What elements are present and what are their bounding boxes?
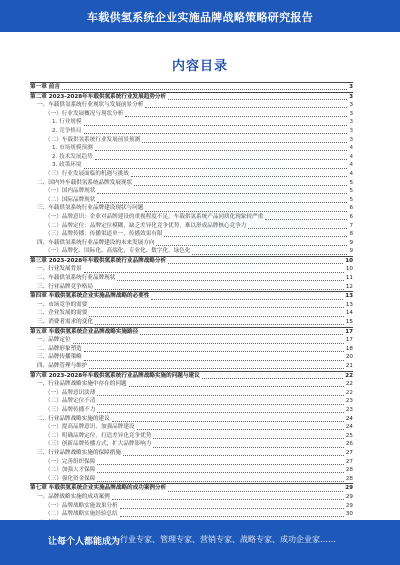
toc-entry[interactable] xyxy=(30,380,353,389)
toc-entry-title: （三）创新品牌传播方式，扩大品牌影响力 xyxy=(45,441,152,448)
toc-entry[interactable] xyxy=(30,92,353,102)
toc-entry[interactable] xyxy=(30,458,353,467)
toc-entry-title: 四、车载供氢系统行业品牌建设的未来发展方向 xyxy=(37,239,155,246)
toc-entry-page: 24 xyxy=(345,415,353,422)
toc-entry-title: 2. 技术发展趋势 xyxy=(52,153,93,160)
toc-leader-dots xyxy=(84,267,344,273)
toc-entry-page: 27 xyxy=(345,458,353,465)
toc-entry-title: （一）品牌战略实施效果分析 xyxy=(45,502,118,509)
toc-leader-dots xyxy=(145,102,347,108)
toc-entry-page: 17 xyxy=(345,337,353,344)
toc-entry-page: 10 xyxy=(345,257,353,264)
toc-entry[interactable] xyxy=(30,510,353,519)
toc-entry-title: 第四章 车载供氢系统企业实施品牌战略的必要性 xyxy=(30,293,150,300)
toc-leader-dots xyxy=(97,467,344,473)
toc-entry[interactable] xyxy=(30,345,353,354)
toc-entry-page: 12 xyxy=(345,283,353,290)
toc-entry-title: （三）品牌传播：传播渠道单一，传播效果有限 xyxy=(45,231,163,238)
toc-entry-title: 一、品牌战略实施的成功案例 xyxy=(37,493,110,500)
toc-leader-dots xyxy=(125,111,347,117)
toc-entry[interactable] xyxy=(30,256,353,266)
toc-leader-dots xyxy=(97,399,344,405)
toc-entry-page: 4 xyxy=(349,153,353,160)
toc-entry-page: 23 xyxy=(345,398,353,405)
toc-entry-title: 1. 市场规模预测 xyxy=(52,145,93,152)
toc-entry-page: 14 xyxy=(345,310,353,317)
toc-entry-title: （二）品牌定位不清 xyxy=(45,398,96,405)
toc-entry-page: 22 xyxy=(345,389,353,396)
toc-entry-page: 3 xyxy=(349,84,353,90)
toc-entry-page: 3 xyxy=(349,119,353,126)
toc-entry[interactable] xyxy=(30,187,353,196)
toc-entry-title: 四、品牌管理与维护 xyxy=(37,363,88,369)
toc-entry-page: 17 xyxy=(345,328,353,335)
toc-entry[interactable] xyxy=(30,247,353,256)
toc-leader-dots xyxy=(95,154,348,160)
toc-entry-page: 10 xyxy=(345,266,353,273)
toc-leader-dots xyxy=(168,486,343,492)
toc-entry-page: 4 xyxy=(349,145,353,152)
toc-leader-dots xyxy=(153,433,344,439)
toc-leader-dots xyxy=(112,416,344,422)
toc-leader-dots xyxy=(202,373,344,379)
toc-leader-dots xyxy=(140,329,343,335)
toc-entry-page: 9 xyxy=(349,239,353,246)
toc-leader-dots xyxy=(62,84,347,90)
toc-entry[interactable] xyxy=(30,432,353,441)
header-bar xyxy=(0,0,400,32)
toc-entry[interactable] xyxy=(30,283,353,292)
toc-entry-title: （二）品牌战略实施经验总结 xyxy=(45,511,118,518)
toc-leader-dots xyxy=(134,180,347,186)
toc-leader-dots xyxy=(97,476,344,482)
toc-entry[interactable] xyxy=(30,406,353,415)
toc-leader-dots xyxy=(142,137,347,143)
toc-leader-dots xyxy=(120,511,344,517)
toc-leader-dots xyxy=(153,442,344,448)
table-of-contents xyxy=(30,82,353,527)
toc-entry[interactable] xyxy=(30,204,353,213)
toc-entry-title: 三、消费者需求的变化 xyxy=(37,319,93,326)
toc-entry-page: 5 xyxy=(349,196,353,203)
toc-entry-page: 30 xyxy=(345,511,353,518)
toc-entry-page: 24 xyxy=(345,424,353,431)
toc-entry[interactable] xyxy=(30,161,353,170)
toc-entry-page: 26 xyxy=(345,441,353,448)
toc-entry-page: 9 xyxy=(349,248,353,255)
toc-entry-page: 5 xyxy=(349,179,353,186)
toc-entry-title: 一、车载供氢系统行业现状与发展前景分析 xyxy=(37,102,144,109)
footer-tagline: 行业专家、管理专家、营销专家、战略专家、成功企业家…… xyxy=(120,535,336,544)
toc-entry-title: （二）明确品牌定位，打造差异化竞争优势 xyxy=(45,432,152,439)
toc-leader-dots xyxy=(112,494,344,500)
toc-entry-page: 15 xyxy=(345,319,353,326)
toc-entry-title: 一、市场竞争的需要 xyxy=(37,301,88,308)
toc-leader-dots xyxy=(156,240,347,246)
toc-entry-title: （一）完善组织保障 xyxy=(45,458,96,465)
toc-leader-dots xyxy=(84,128,348,134)
toc-entry-page: 29 xyxy=(345,485,353,492)
toc-entry-title: 二、品牌形象塑造 xyxy=(37,345,82,352)
toc-entry-title: 三、品牌传播策略 xyxy=(37,354,82,361)
toc-entry-title: 3. 政策环境 xyxy=(52,162,82,169)
toc-leader-dots xyxy=(168,94,347,100)
toc-entry-page: 3 xyxy=(349,110,353,117)
toc-entry[interactable] xyxy=(30,483,353,493)
toc-entry[interactable] xyxy=(30,291,353,301)
toc-leader-dots xyxy=(117,275,344,281)
toc-entry[interactable] xyxy=(30,466,353,475)
toc-leader-dots xyxy=(97,188,347,194)
toc-entry[interactable] xyxy=(30,230,353,239)
toc-entry-title: 二、行业品牌战略实施的建议 xyxy=(37,415,110,422)
toc-entry-title: （二）品牌定位：品牌定位模糊，缺乏差异化竞争优势，难以形成品牌核心竞争力 xyxy=(45,222,247,229)
toc-entry-title: （二）车载供氢系统行业发展前景预测 xyxy=(45,136,141,143)
toc-leader-dots xyxy=(164,231,347,237)
toc-leader-dots xyxy=(151,294,343,300)
toc-entry-page: 3 xyxy=(349,102,353,109)
toc-entry[interactable] xyxy=(30,213,353,222)
toc-entry-title: 二、车载供氢系统行业品牌现状 xyxy=(37,275,116,282)
toc-leader-dots xyxy=(129,381,344,387)
toc-entry[interactable] xyxy=(30,440,353,449)
toc-entry[interactable] xyxy=(30,336,353,345)
toc-entry-title: （一）国内品牌现状 xyxy=(45,188,96,195)
toc-leader-dots xyxy=(84,120,348,126)
toc-entry-page: 8 xyxy=(349,231,353,238)
toc-entry-page: 29 xyxy=(345,502,353,509)
toc-entry[interactable] xyxy=(30,127,353,136)
toc-leader-dots xyxy=(95,284,344,290)
toc-entry[interactable] xyxy=(30,389,353,398)
toc-entry-title: 第三章 2023-2028年车载供氢系统行业品牌战略分析 xyxy=(30,257,167,264)
toc-entry-page: 13 xyxy=(345,293,353,300)
toc-leader-dots xyxy=(145,206,347,212)
toc-entry-title: （二）加强人才保障 xyxy=(45,467,96,474)
toc-entry-page: 3 xyxy=(349,93,353,100)
toc-entry-page: 29 xyxy=(345,493,353,500)
toc-entry[interactable] xyxy=(30,118,353,127)
toc-entry-title: 二、国内外车载供氢系统品牌发展现状 xyxy=(37,179,133,186)
toc-entry[interactable] xyxy=(30,196,353,205)
toc-entry-title: 第六章 2023-2028年车载供氢系统行业品牌战略实施的问题与建议 xyxy=(30,372,200,379)
toc-leader-dots xyxy=(248,223,347,229)
toc-leader-dots xyxy=(168,258,343,264)
toc-entry-title: 第二章 2023-2028年车载供氢系统行业发展趋势分析 xyxy=(30,93,167,100)
toc-entry[interactable] xyxy=(30,110,353,119)
toc-leader-dots xyxy=(97,197,347,203)
toc-leader-dots xyxy=(137,424,344,430)
toc-leader-dots xyxy=(120,503,344,509)
toc-leader-dots xyxy=(192,249,347,255)
toc-entry[interactable] xyxy=(30,502,353,511)
toc-entry-title: （一）行业发展概况与现状分析 xyxy=(45,110,124,117)
toc-entry[interactable] xyxy=(30,222,353,231)
toc-entry[interactable] xyxy=(30,397,353,406)
toc-entry-title: （一）品牌化、国际化、高端化、专业化、数字化、绿色化 xyxy=(45,248,191,255)
toc-leader-dots xyxy=(73,338,344,344)
toc-entry[interactable] xyxy=(30,475,353,484)
toc-entry[interactable] xyxy=(30,493,353,502)
toc-entry-page: 3 xyxy=(349,127,353,134)
toc-entry-title: 一、行业品牌战略实施中存在的问题 xyxy=(37,381,127,388)
toc-entry-page: 11 xyxy=(345,275,353,282)
toc-entry-page: 6 xyxy=(349,213,353,220)
toc-leader-dots xyxy=(123,450,344,456)
toc-entry-page: 7 xyxy=(349,222,353,229)
toc-entry[interactable] xyxy=(30,274,353,283)
toc-entry[interactable] xyxy=(30,318,353,327)
toc-entry-page: 23 xyxy=(345,406,353,413)
toc-entry-page: 18 xyxy=(345,345,353,352)
toc-entry-title: 2. 竞争格局 xyxy=(52,127,82,134)
toc-leader-dots xyxy=(84,163,348,169)
toc-leader-dots xyxy=(97,390,344,396)
toc-leader-dots xyxy=(84,346,344,352)
footer-bar xyxy=(0,520,400,565)
toc-entry-title: （一）品牌意识：企业对品牌建设的重视程度不足，车载供氢系统产品同质化现象较严重 xyxy=(45,213,264,220)
toc-entry-title: 第七章 车载供氢系统企业实施品牌战略的成功案例分析 xyxy=(30,485,167,492)
toc-entry-title: 三、行业品牌竞争格局 xyxy=(37,283,93,290)
toc-leader-dots xyxy=(95,145,348,151)
toc-entry[interactable] xyxy=(30,82,353,92)
toc-entry-title: （一）品牌意识淡薄 xyxy=(45,389,96,396)
toc-entry-page: 25 xyxy=(345,432,353,439)
toc-entry-page: 21 xyxy=(345,363,353,369)
toc-entry-page: 6 xyxy=(349,205,353,212)
toc-entry-title: 三、车载供氢系统行业品牌建设现状与问题 xyxy=(37,205,144,212)
toc-leader-dots xyxy=(131,171,348,177)
toc-entry-title: 1. 行业规模 xyxy=(52,119,82,126)
report-title: 车载供氢系统企业实施品牌战略策略研究报告 xyxy=(87,11,313,24)
toc-entry-page: 3 xyxy=(349,136,353,143)
toc-entry[interactable] xyxy=(30,136,353,145)
toc-leader-dots xyxy=(89,363,344,369)
toc-entry-title: （三）行业发展面临的机遇与挑战 xyxy=(45,170,129,177)
toc-leader-dots xyxy=(97,459,344,465)
toc-entry-title: （三）强化资金保障 xyxy=(45,475,96,482)
toc-leader-dots xyxy=(97,407,344,413)
toc-entry-page: 22 xyxy=(345,372,353,379)
toc-entry-title: 一、品牌定位 xyxy=(37,337,71,344)
toc-entry-page: 4 xyxy=(349,162,353,169)
toc-heading: 内容目录 xyxy=(171,59,228,74)
toc-entry[interactable] xyxy=(30,449,353,458)
toc-entry[interactable] xyxy=(30,353,353,362)
toc-leader-dots xyxy=(265,214,347,220)
toc-entry[interactable] xyxy=(30,371,353,381)
toc-entry-page: 20 xyxy=(345,354,353,361)
toc-entry[interactable] xyxy=(30,327,353,337)
toc-entry-title: 第五章 车载供氢系统企业品牌战略实施路径 xyxy=(30,328,139,335)
toc-entry[interactable] xyxy=(30,153,353,162)
toc-entry[interactable] xyxy=(30,301,353,310)
toc-entry-title: （一）提高品牌意识，加强品牌建设 xyxy=(45,424,135,431)
toc-entry-title: 二、企业发展的需要 xyxy=(37,310,88,317)
toc-leader-dots xyxy=(95,319,344,325)
toc-entry[interactable] xyxy=(30,101,353,110)
toc-entry-title: 一、行业发展背景 xyxy=(37,266,82,273)
toc-leader-dots xyxy=(84,355,344,361)
toc-entry-title: 三、行业品牌战略实施的保障措施 xyxy=(37,449,121,456)
toc-entry-page: 22 xyxy=(345,381,353,388)
toc-leader-dots xyxy=(89,311,344,317)
toc-entry-page: 28 xyxy=(345,475,353,482)
toc-entry[interactable] xyxy=(30,179,353,188)
toc-entry-page: 27 xyxy=(345,449,353,456)
toc-entry-page: 28 xyxy=(345,467,353,474)
toc-entry-page: 4 xyxy=(349,170,353,177)
toc-entry[interactable] xyxy=(30,423,353,432)
toc-entry-title: （二）国际品牌现状 xyxy=(45,196,96,203)
toc-entry[interactable] xyxy=(30,170,353,179)
toc-entry[interactable] xyxy=(30,362,353,371)
toc-entry[interactable] xyxy=(30,415,353,424)
toc-entry-title: （三）品牌传播不力 xyxy=(45,406,96,413)
toc-entry[interactable] xyxy=(30,309,353,318)
toc-entry-page: 5 xyxy=(349,188,353,195)
footer-slogan: 让每个人都能成为 xyxy=(48,537,121,547)
toc-entry-title: 第一章 前言 xyxy=(30,84,60,90)
toc-entry[interactable] xyxy=(30,239,353,248)
toc-entry[interactable] xyxy=(30,144,353,153)
toc-entry[interactable] xyxy=(30,265,353,274)
toc-leader-dots xyxy=(89,302,344,308)
toc-entry-page: 13 xyxy=(345,301,353,308)
